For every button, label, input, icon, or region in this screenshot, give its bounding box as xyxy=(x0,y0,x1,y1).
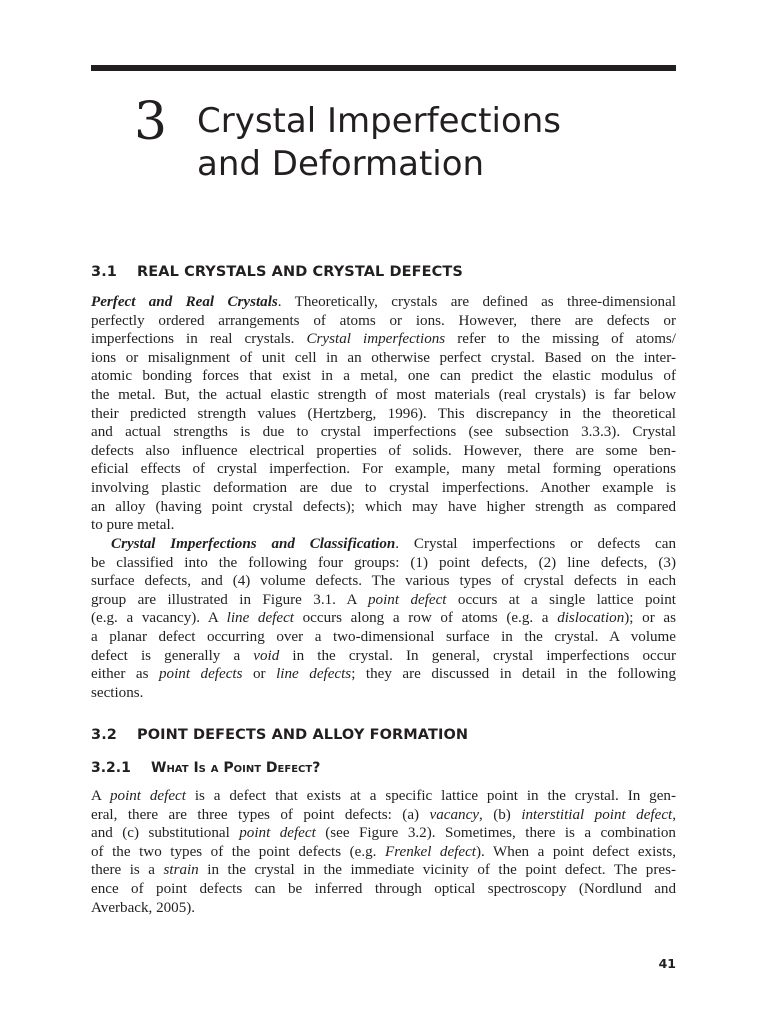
section-number: 3.2 xyxy=(91,727,117,743)
run-in-heading: Crystal Imperfections and Classification xyxy=(111,536,396,552)
text-run: involving plastic deformation are due to crystal imperfections. Another example is xyxy=(91,479,676,496)
text-run: either as xyxy=(91,666,159,683)
text-run: ions or misalignment of unit cell in an otherwise perfect crystal. Based on the inter- xyxy=(91,349,676,366)
chapter-number: 3 xyxy=(134,92,168,152)
subsection-number: 3.2.1 xyxy=(91,760,131,776)
text-run: eficial effects of crystal imperfection. For example, many metal forming operations xyxy=(91,461,676,478)
text-line xyxy=(91,479,676,498)
text-run: a planar defect occurring over a two-dimensional surface in the crystal. A volume xyxy=(91,628,676,645)
text-line xyxy=(91,591,676,610)
text-run: . Crystal imperfections or defects can xyxy=(395,536,676,552)
section-heading-3-1 xyxy=(91,264,463,280)
text-run: A xyxy=(91,788,110,804)
italic-term: strain xyxy=(163,862,199,879)
text-run: atomic bonding forces that exist in a metal, one can predict the elastic modulus of xyxy=(91,368,676,385)
text-run: occurs along a row of atoms (e.g. a xyxy=(293,610,558,627)
text-line xyxy=(91,367,676,386)
text-run: occurs at a single lattice point xyxy=(446,591,676,608)
text-run: (e.g. a vacancy). A xyxy=(91,610,227,627)
text-line xyxy=(91,843,676,862)
text-run: eral, there are three types of point defects: (a) xyxy=(91,806,430,823)
text-line xyxy=(91,899,676,918)
italic-term: point defects xyxy=(159,666,243,683)
text-line xyxy=(91,665,676,684)
text-line xyxy=(91,330,676,349)
text-line xyxy=(91,312,676,331)
section-heading-3-2 xyxy=(91,727,468,743)
subsection-heading-3-2-1 xyxy=(91,760,320,776)
text-run: be classified into the following four groups: (1) point defects, (2) line defects, (3) xyxy=(91,554,676,571)
text-run: refer to the missing of atoms/ xyxy=(445,331,676,348)
text-line xyxy=(91,824,676,843)
text-line xyxy=(91,609,676,628)
text-run: sections. xyxy=(91,684,144,701)
text-line xyxy=(91,516,676,535)
text-run: defect is generally a xyxy=(91,647,254,664)
text-line xyxy=(91,498,676,517)
paragraph-point-defect xyxy=(91,787,676,917)
text-run: an alloy (having point crystal defects); which may have higher strength as compared xyxy=(91,498,676,515)
italic-term: line defect xyxy=(226,610,294,627)
italic-term: Crystal imperfections xyxy=(306,331,446,348)
text-line xyxy=(91,787,676,806)
italic-term: point defect xyxy=(239,825,316,842)
text-run: Averback, 2005). xyxy=(91,899,196,916)
text-line xyxy=(91,423,676,442)
text-run: ; they are discussed in detail in the following xyxy=(351,666,677,683)
text-line xyxy=(91,405,676,424)
text-line xyxy=(91,806,676,825)
text-run: , (b) xyxy=(478,806,522,823)
text-line xyxy=(91,861,676,880)
text-run: , xyxy=(672,806,676,823)
italic-term: void xyxy=(253,647,280,664)
paragraph-real-crystals xyxy=(91,293,676,535)
text-line xyxy=(91,460,676,479)
text-run: there is a xyxy=(91,862,164,879)
italic-term: line defects xyxy=(276,666,352,683)
text-line xyxy=(91,647,676,666)
text-run: ence of point defects can be inferred through optical spectroscopy (Nordlund and xyxy=(91,880,676,897)
text-run: ); or as xyxy=(624,610,676,627)
section-title: POINT DEFECTS AND ALLOY FORMATION xyxy=(137,727,469,743)
text-run: surface defects, and (4) volume defects. The various types of crystal defects in each xyxy=(91,573,676,590)
text-run: and (c) substitutional xyxy=(91,825,240,842)
text-run: imperfections in real crystals. xyxy=(91,331,307,348)
text-line xyxy=(91,554,676,573)
section-number: 3.1 xyxy=(91,264,117,280)
text-line xyxy=(91,684,676,703)
text-line xyxy=(91,293,676,312)
text-run: of the two types of the point defects (e.g. xyxy=(91,843,386,860)
paragraph-imperfections-classification xyxy=(91,535,676,702)
text-run: group are illustrated in Figure 3.1. A xyxy=(91,591,368,608)
text-run: ). When a point defect exists, xyxy=(475,843,676,860)
text-run: to pure metal. xyxy=(91,517,175,534)
text-run: is a defect that exists at a specific lattice point in the crystal. In gen- xyxy=(185,788,676,804)
text-run: and actual strengths is due to crystal imperfections (see subsection 3.3.3). Crystal xyxy=(91,424,676,441)
text-run: in the crystal in the immediate vicinity of the point defect. The pres- xyxy=(198,862,676,879)
run-in-heading: Perfect and Real Crystals xyxy=(91,294,278,310)
text-run: (see Figure 3.2). Sometimes, there is a combination xyxy=(315,825,676,842)
text-line xyxy=(91,572,676,591)
chapter-title-line-1: Crystal Imperfections xyxy=(197,101,562,141)
text-run: or xyxy=(242,666,277,683)
text-run: their predicted strength values (Hertzberg, 1996). This discrepancy in the theoretical xyxy=(91,405,676,422)
chapter-title-line-2: and Deformation xyxy=(197,144,485,184)
text-line xyxy=(91,442,676,461)
chapter-top-rule xyxy=(91,65,676,71)
italic-term: point defect xyxy=(368,591,447,608)
italic-term: interstitial point defect xyxy=(521,806,673,823)
text-run: . Theoretically, crystals are defined as three-dimensional xyxy=(277,294,676,310)
text-line xyxy=(91,386,676,405)
text-run: perfectly ordered arrangements of atoms or ions. However, there are defects or xyxy=(91,312,676,329)
chapter-title xyxy=(197,100,667,186)
text-run: the metal. But, the actual elastic strength of most materials (real crystals) is far below xyxy=(91,386,676,403)
text-line xyxy=(91,535,676,554)
text-line xyxy=(91,349,676,368)
subsection-title: What Is a Point Defect? xyxy=(151,760,321,776)
italic-term: point defect xyxy=(109,788,186,804)
text-line xyxy=(91,880,676,899)
text-run: defects also influence electrical properties of solids. However, there are some ben- xyxy=(91,442,676,459)
text-line xyxy=(91,628,676,647)
page-number: 41 xyxy=(658,956,676,971)
italic-term: dislocation xyxy=(557,610,625,627)
text-run: in the crystal. In general, crystal imperfections occur xyxy=(279,647,676,664)
italic-term: vacancy xyxy=(429,806,479,823)
section-title: REAL CRYSTALS AND CRYSTAL DEFECTS xyxy=(137,264,463,280)
italic-term: Frenkel defect xyxy=(385,843,476,860)
